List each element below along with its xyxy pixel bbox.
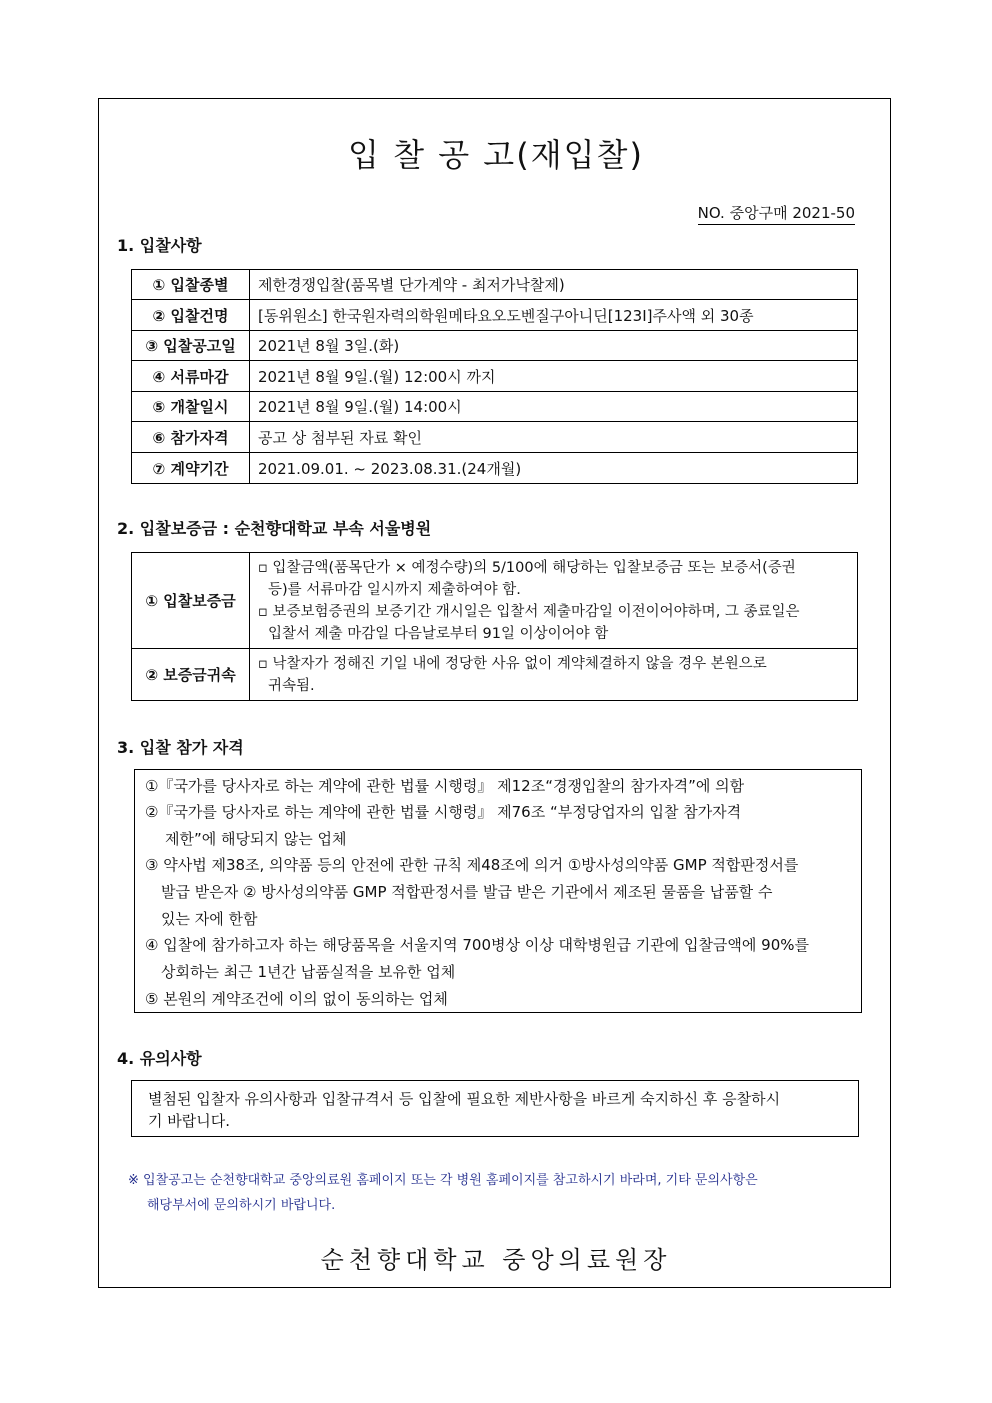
qualification-line: ④ 입찰에 참가하고자 하는 해당품목을 서울지역 700병상 이상 대학병원급 기관에 입찰금액에 90%를 bbox=[145, 936, 809, 954]
table-row bbox=[132, 553, 858, 649]
row-value bbox=[250, 649, 858, 701]
table-row bbox=[132, 422, 858, 453]
document-number: NO. 중앙구매 2021-50 bbox=[698, 202, 855, 225]
deposit-line: 등)를 서류마감 일시까지 제출하여야 함. bbox=[268, 581, 521, 598]
qualification-line: 발급 받은자 ② 방사성의약품 GMP 적합판정서를 발급 받은 기관에서 제조된 물품을 납품할 수 bbox=[161, 883, 773, 901]
deposit-line: ▫ 보증보험증권의 보증기간 개시일은 입찰서 제출마감일 이전이어야하며, 그 종료일은 bbox=[258, 603, 800, 620]
row-label: ② 보증금귀속 bbox=[132, 649, 250, 701]
section4-heading: 4. 유의사항 bbox=[117, 1049, 202, 1068]
section1-heading: 1. 입찰사항 bbox=[117, 236, 202, 255]
section2-heading: 2. 입찰보증금 : 순천향대학교 부속 서울병원 bbox=[117, 519, 432, 538]
row-value: 2021년 8월 9일.(월) 14:00시 bbox=[250, 392, 858, 422]
footnote-line: 해당부서에 문의하시기 바랍니다. bbox=[147, 1198, 336, 1213]
row-label: ③ 입찰공고일 bbox=[132, 331, 250, 361]
qualification-line: ①『국가를 당사자로 하는 계약에 관한 법률 시행령』 제12조“경쟁입찰의 참가자격”에 의함 bbox=[145, 777, 745, 795]
deposit-line: 입찰서 제출 마감일 다음날로부터 91일 이상이어야 함 bbox=[268, 625, 609, 642]
row-label: ① 입찰보증금 bbox=[132, 553, 250, 649]
row-label: ② 입찰건명 bbox=[132, 300, 250, 331]
row-label: ⑥ 참가자격 bbox=[132, 422, 250, 453]
signature: 순천향대학교 중앙의료원장 bbox=[320, 1246, 672, 1274]
row-value: 2021.09.01. ~ 2023.08.31.(24개월) bbox=[250, 453, 858, 484]
notice-box bbox=[131, 1080, 859, 1137]
qualification-line: ②『국가를 당사자로 하는 계약에 관한 법률 시행령』 제76조 “부정당업자의 입찰 참가자격 bbox=[145, 803, 742, 821]
row-label: ④ 서류마감 bbox=[132, 361, 250, 392]
title-suffix: (재입찰) bbox=[516, 136, 644, 174]
table-row bbox=[132, 361, 858, 392]
row-value bbox=[250, 553, 858, 649]
qualification-line: ⑤ 본원의 계약조건에 이의 없이 동의하는 업체 bbox=[145, 990, 448, 1008]
deposit-table bbox=[131, 552, 858, 701]
row-value: [동위원소] 한국원자력의학원메타요오도벤질구아니딘[123I]주사액 외 30종 bbox=[250, 300, 858, 331]
qualification-line: 있는 자에 한함 bbox=[161, 910, 258, 928]
forfeit-line: ▫ 낙찰자가 정해진 기일 내에 정당한 사유 없이 계약체결하지 않을 경우 본원으로 bbox=[258, 655, 767, 672]
table-row bbox=[132, 270, 858, 300]
table-row bbox=[132, 331, 858, 361]
row-label: ⑦ 계약기간 bbox=[132, 453, 250, 484]
qualification-line: 제한”에 해당되지 않는 업체 bbox=[165, 830, 347, 848]
row-value: 제한경쟁입찰(품목별 단가계약 - 최저가낙찰제) bbox=[250, 270, 858, 300]
row-value: 공고 상 첨부된 자료 확인 bbox=[250, 422, 858, 453]
table-row bbox=[132, 453, 858, 484]
forfeit-line: 귀속됨. bbox=[268, 677, 315, 694]
footnote-line: ※ 입찰공고는 순천향대학교 중앙의료원 홈페이지 또는 각 병원 홈페이지를 참고하시기 바라며, 기타 문의사항은 bbox=[128, 1173, 758, 1188]
row-value: 2021년 8월 9일.(월) 12:00시 까지 bbox=[250, 361, 858, 392]
title-main: 입 찰 공 고 bbox=[348, 136, 517, 174]
row-label: ① 입찰종별 bbox=[132, 270, 250, 300]
bid-info-table bbox=[131, 269, 858, 484]
qualification-line: 상회하는 최근 1년간 납품실적을 보유한 업체 bbox=[161, 963, 456, 981]
section3-heading: 3. 입찰 참가 자격 bbox=[117, 738, 244, 757]
qualification-line: ③ 약사법 제38조, 의약품 등의 안전에 관한 규칙 제48조에 의거 ①방사성의약품 GMP 적합판정서를 bbox=[145, 856, 799, 874]
table-row bbox=[132, 649, 858, 701]
notice-line: 기 바랍니다. bbox=[148, 1112, 230, 1130]
document-title bbox=[0, 130, 992, 176]
row-value: 2021년 8월 3일.(화) bbox=[250, 331, 858, 361]
notice-line: 별첨된 입찰자 유의사항과 입찰규격서 등 입찰에 필요한 제반사항을 바르게 숙지하신 후 응찰하시 bbox=[148, 1090, 781, 1108]
row-label: ⑤ 개찰일시 bbox=[132, 392, 250, 422]
table-row bbox=[132, 392, 858, 422]
table-row bbox=[132, 300, 858, 331]
deposit-line: ▫ 입찰금액(품목단가 × 예정수량)의 5/100에 해당하는 입찰보증금 또는 보증서(증권 bbox=[258, 559, 796, 576]
qualification-box bbox=[134, 769, 862, 1013]
